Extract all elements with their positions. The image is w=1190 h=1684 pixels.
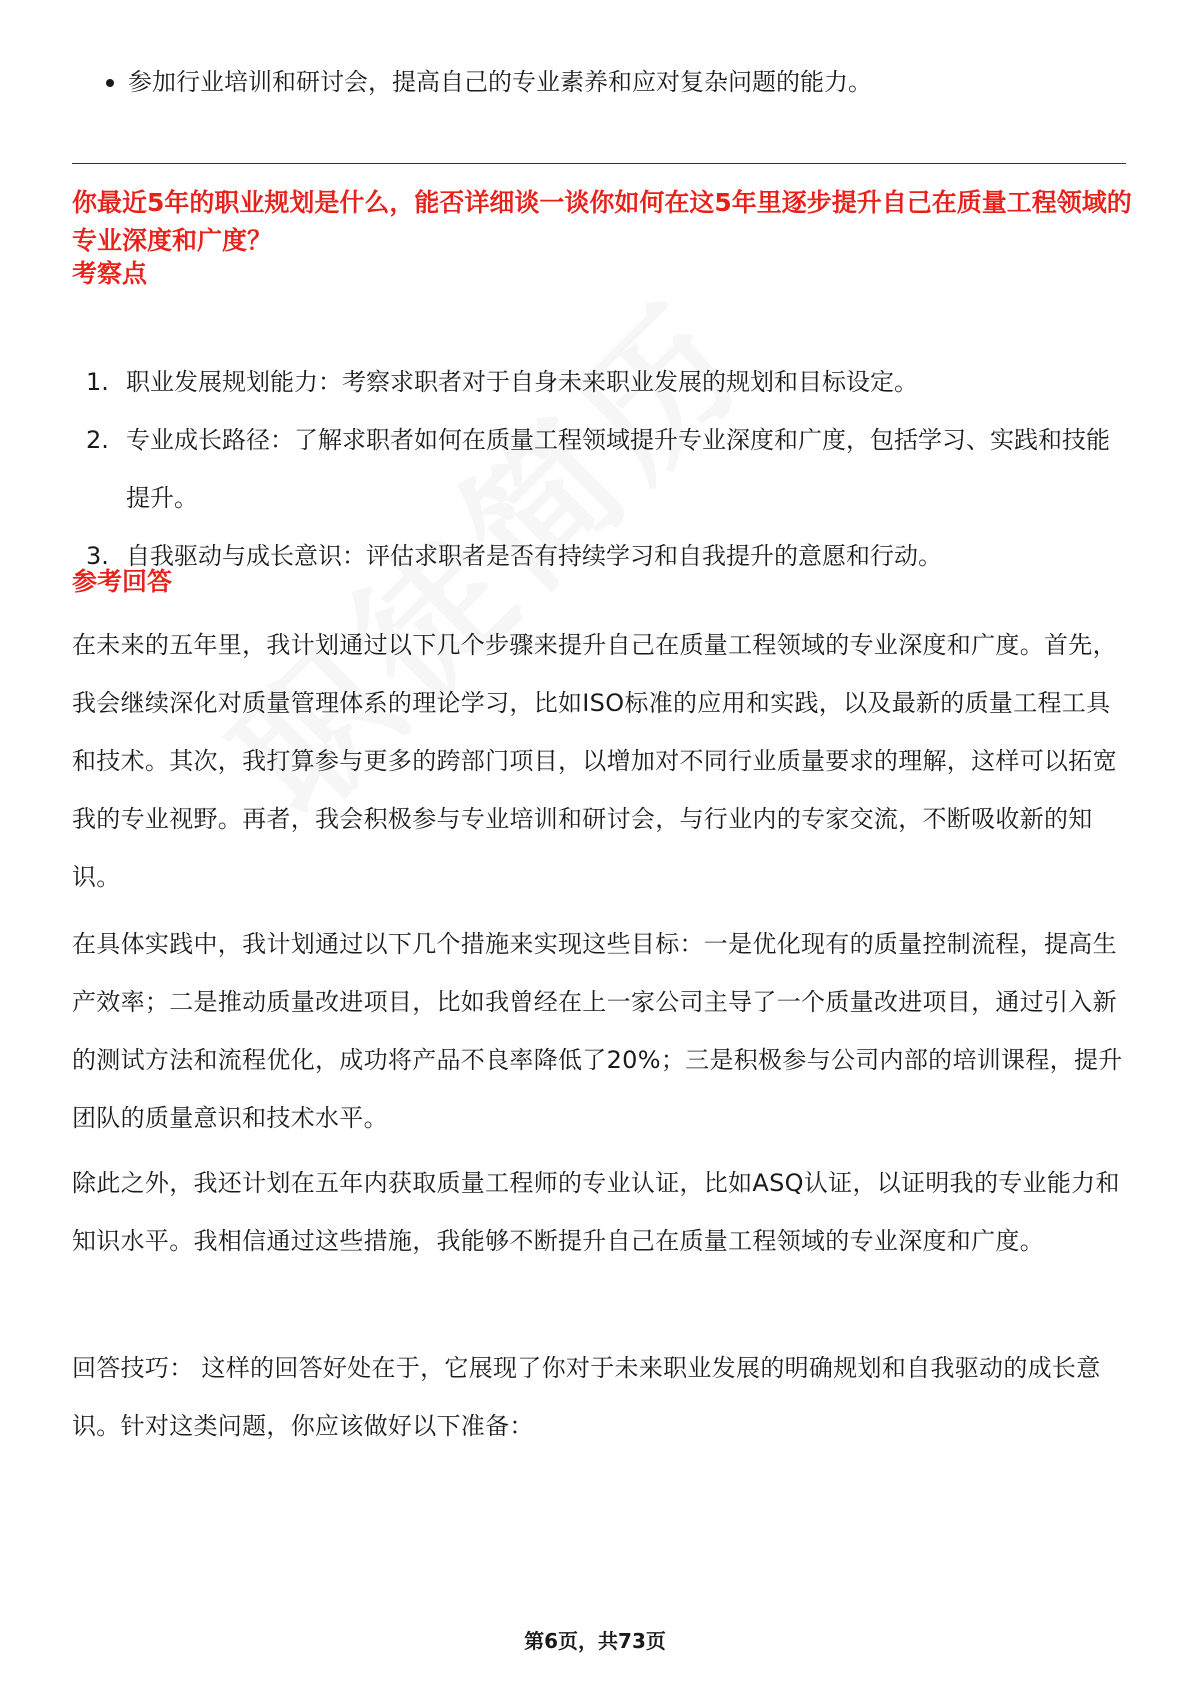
answer-paragraph: 在未来的五年里，我计划通过以下几个步骤来提升自己在质量工程领域的专业深度和广度。首先，我会继续深化对质量管理体系的理论学习，比如ISO标准的应用和实践，以及最新的质量工程工具和技术。其次，我打算参与更多的跨部门项目，以增加对不同行业质量要求的理解，这样可以拓宽我的专业视野。再者，我会积极参与专业培训和研讨会，与行业内的专家交流，不断吸收新的知识。: [72, 631, 1117, 891]
answer-paragraph: 在具体实践中，我计划通过以下几个措施来实现这些目标：一是优化现有的质量控制流程，提高生产效率；二是推动质量改进项目，比如我曾经在上一家公司主导了一个质量改进项目，通过引入新的测试方法和流程优化，成功将产品不良率降低了20%；三是积极参与公司内部的培训课程，提升团队的质量意识和技术水平。: [72, 930, 1123, 1132]
bullet-list: [72, 62, 1122, 102]
item-text: 职业发展规划能力：考察求职者对于自身未来职业发展的规划和目标设定。: [126, 368, 918, 396]
bullet-item: 参加行业培训和研讨会，提高自己的专业素养和应对复杂问题的能力。: [72, 62, 1122, 102]
answer-tip-paragraph: 回答技巧： 这样的回答好处在于，它展现了你对于未来职业发展的明确规划和自我驱动的成长意识。针对这类问题，你应该做好以下准备：: [72, 1354, 1101, 1440]
assessment-title: 考察点: [72, 259, 148, 288]
page-number-footer: 第6页，共73页: [524, 1629, 666, 1653]
answer-paragraph: 除此之外，我还计划在五年内获取质量工程师的专业认证，比如ASQ认证，以证明我的专业能力和知识水平。我相信通过这些措施，我能够不断提升自己在质量工程领域的专业深度和广度。: [72, 1169, 1120, 1255]
assessment-item: [72, 527, 1132, 585]
assessment-item: [72, 353, 1132, 411]
question-heading: 你最近5年的职业规划是什么，能否详细谈一谈你如何在这5年里逐步提升自己在质量工程领域的专业深度和广度？: [72, 188, 1132, 255]
assessment-list: [72, 353, 1132, 585]
answer-title: 参考回答: [72, 567, 173, 596]
assessment-item: [72, 411, 1132, 527]
item-number: 2.: [86, 426, 109, 454]
item-text: 专业成长路径：了解求职者如何在质量工程领域提升专业深度和广度，包括学习、实践和技能提升。: [126, 426, 1110, 512]
item-number: 1.: [86, 368, 109, 396]
item-text: 自我驱动与成长意识：评估求职者是否有持续学习和自我提升的意愿和行动。: [126, 542, 942, 570]
item-number: 3.: [86, 542, 109, 570]
section-divider: [72, 163, 1126, 164]
